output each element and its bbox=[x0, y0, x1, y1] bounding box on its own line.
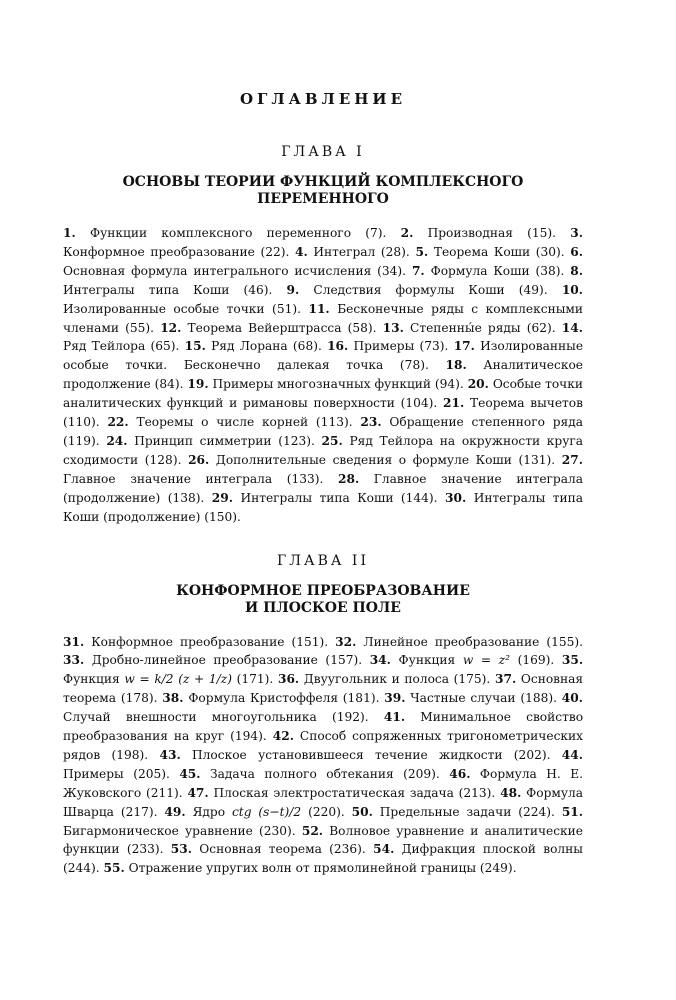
toc-entry bbox=[104, 861, 517, 875]
entry-number: 10. bbox=[561, 282, 584, 297]
toc-entry bbox=[63, 653, 362, 667]
entry-number: 11. bbox=[308, 301, 330, 316]
entry-number: 50. bbox=[351, 804, 373, 819]
entry-number: 42. bbox=[272, 729, 294, 744]
entry-text: Теорема Вейерштрасса (58). bbox=[187, 320, 377, 335]
entry-number: 16. bbox=[327, 339, 349, 354]
entry-text: Степенны́е ряды (62). bbox=[410, 320, 556, 335]
toc-entry bbox=[185, 339, 322, 353]
toc-entry bbox=[179, 767, 439, 781]
entry-number: 39. bbox=[384, 691, 406, 706]
entry-text: Предельные задачи (224). bbox=[379, 804, 555, 819]
toc-entry bbox=[187, 377, 463, 391]
entry-text: Принцип симметрии (123). bbox=[134, 433, 315, 448]
entry-text: Ядро bbox=[192, 804, 226, 819]
entry-text: Формула Н. Е. Жуковского (211). bbox=[63, 766, 583, 800]
entry-text: Теоремы о числе корней (113). bbox=[136, 415, 353, 430]
entry-text: Дифракция плоской волны (244). bbox=[63, 842, 583, 876]
entry-text: Обращение степенного ряда (119). bbox=[63, 415, 584, 448]
entry-number: 8. bbox=[570, 263, 584, 278]
entry-page-ref: (169). bbox=[517, 653, 555, 668]
toc-entry bbox=[287, 283, 548, 297]
entry-text: Волновое уравнение и аналитические функции (233). bbox=[63, 823, 584, 857]
entry-number: 45. bbox=[179, 766, 201, 781]
entry-formula: w = k/2 (z + 1/z) bbox=[124, 672, 232, 687]
entry-text: Двуугольник и полоса (175). bbox=[303, 672, 491, 687]
entry-text: Примеры (205). bbox=[63, 766, 170, 781]
entry-text: Конформное преобразование (151). bbox=[91, 634, 329, 649]
entry-number: 2. bbox=[400, 226, 414, 240]
entry-text: Интеграл (28). bbox=[313, 244, 410, 259]
entry-number: 44. bbox=[561, 747, 583, 762]
entry-number: 47. bbox=[187, 785, 209, 800]
entry-number: 13. bbox=[382, 320, 404, 335]
entry-text: Аналитическое продолжение (84). bbox=[63, 358, 584, 392]
entry-text: Интегралы типа Коши (46). bbox=[63, 282, 273, 297]
entry-number: 1. bbox=[63, 226, 76, 240]
toc-entry bbox=[63, 635, 328, 649]
toc-entry bbox=[412, 264, 564, 278]
entry-number: 46. bbox=[449, 766, 471, 781]
entry-text: Плоское установившееся течение жидкости (202). bbox=[192, 747, 551, 762]
entry-number: 38. bbox=[162, 691, 184, 706]
entry-text: Особые точки аналитических функций и римановы поверхности (104). bbox=[63, 377, 583, 411]
entry-number: 48. bbox=[500, 785, 522, 800]
entry-number: 35. bbox=[561, 653, 584, 668]
entry-page-ref: (171). bbox=[236, 672, 274, 687]
toc-entry bbox=[327, 339, 448, 353]
entry-text: Теорема Коши (30). bbox=[433, 244, 565, 259]
entry-text: Минимальное свойство преобразования на круг (194). bbox=[63, 710, 584, 744]
chapter-2-title-line2: И ПЛОСКОЕ ПОЛЕ bbox=[245, 599, 401, 616]
entry-text: Следствия формулы Коши (49). bbox=[313, 282, 548, 297]
entry-number: 18. bbox=[445, 358, 467, 373]
entry-number: 25. bbox=[321, 433, 343, 448]
entry-text: Главное значение интеграла (продолжение) (138). bbox=[63, 471, 583, 505]
entry-text: Основная теорема (178). bbox=[63, 672, 584, 706]
chapter-1-label: ГЛАВА I bbox=[281, 144, 365, 160]
entry-text: Дополнительные сведения о формуле Коши (131). bbox=[215, 452, 556, 467]
entry-number: 9. bbox=[286, 282, 300, 297]
entry-text: Основная формула интегрального исчисления (34). bbox=[63, 263, 407, 278]
entry-number: 6. bbox=[570, 244, 584, 259]
toc-entry bbox=[63, 226, 386, 240]
chapter-2-entries bbox=[63, 633, 583, 879]
entry-text: Ряд Тейлора на окружности круга сходимости (128). bbox=[63, 433, 584, 467]
entry-number: 53. bbox=[170, 842, 192, 857]
toc-entry bbox=[352, 805, 555, 819]
entry-text: Интегралы типа Коши (144). bbox=[240, 490, 438, 505]
entry-text: Ряд Тейлора (65). bbox=[63, 339, 180, 354]
table-of-contents-page bbox=[63, 0, 583, 878]
entry-formula: ctg (s−t)/2 bbox=[231, 804, 302, 819]
toc-entry bbox=[384, 691, 557, 705]
entry-text: Примеры (73). bbox=[353, 339, 449, 354]
chapter-1-title bbox=[63, 174, 583, 208]
entry-number: 32. bbox=[335, 634, 357, 649]
entry-number: 7. bbox=[411, 263, 425, 278]
entry-number: 36. bbox=[277, 672, 300, 687]
toc-entry bbox=[295, 245, 410, 259]
entry-text: Изолированные особые точки. Бесконечно далекая точка (78). bbox=[63, 339, 584, 373]
entry-text: Ряд Лорана (68). bbox=[211, 339, 322, 354]
entry-text: Примеры многозначных функций (94). bbox=[212, 377, 464, 392]
entry-number: 20. bbox=[467, 377, 489, 392]
entry-number: 31. bbox=[63, 634, 85, 649]
entry-number: 3. bbox=[570, 226, 584, 240]
entry-number: 52. bbox=[301, 823, 324, 838]
toc-entry bbox=[162, 691, 379, 705]
toc-entry bbox=[164, 805, 344, 819]
entry-text: Функции комплексного переменного (7). bbox=[89, 226, 387, 240]
toc-entry bbox=[160, 321, 376, 335]
toc-entry bbox=[160, 748, 551, 762]
toc-entry bbox=[278, 672, 490, 686]
toc-entry bbox=[335, 635, 583, 649]
toc-entry bbox=[212, 491, 438, 505]
toc-entry bbox=[171, 842, 366, 856]
entry-page-ref: (220). bbox=[308, 804, 345, 819]
entry-number: 26. bbox=[188, 452, 210, 467]
entry-number: 22. bbox=[107, 415, 129, 430]
entry-text: Интегралы типа Коши (продолжение) (150). bbox=[63, 490, 583, 524]
entry-text: Изолированные особые точки (51). bbox=[63, 301, 301, 316]
entry-number: 24. bbox=[106, 433, 128, 448]
entry-number: 15. bbox=[184, 339, 206, 354]
entry-text: Конформное преобразование (22). bbox=[63, 244, 290, 259]
entry-text: Функция bbox=[398, 653, 456, 668]
entry-text: Формула Шварца (217). bbox=[63, 785, 584, 819]
entry-text: Бесконечные ряды с комплексными членами (55). bbox=[63, 301, 584, 335]
toc-entry bbox=[107, 415, 352, 429]
entry-number: 19. bbox=[187, 377, 209, 392]
entry-number: 43. bbox=[159, 747, 181, 762]
entry-number: 28. bbox=[338, 471, 360, 486]
entry-text: Плоская электростатическая задача (213). bbox=[213, 785, 496, 800]
entry-number: 37. bbox=[494, 672, 517, 687]
entry-number: 12. bbox=[160, 320, 182, 335]
toc-entry bbox=[187, 786, 495, 800]
entry-number: 33. bbox=[63, 653, 85, 668]
entry-text: Частные случаи (188). bbox=[410, 691, 557, 706]
entry-text: Отражение упругих волн от прямолинейной границы (249). bbox=[128, 861, 517, 876]
entry-number: 30. bbox=[445, 490, 467, 505]
entry-formula: w = z² bbox=[462, 653, 510, 668]
entry-number: 34. bbox=[369, 653, 391, 668]
entry-number: 5. bbox=[415, 244, 429, 259]
chapter-2-title bbox=[63, 583, 583, 617]
entry-number: 40. bbox=[561, 691, 583, 706]
entry-text: Теорема вычетов (110). bbox=[63, 396, 583, 430]
entry-number: 49. bbox=[164, 804, 186, 819]
entry-number: 23. bbox=[360, 415, 382, 430]
entry-text: Формула Кристоффеля (181). bbox=[188, 691, 380, 706]
toc-entry bbox=[106, 434, 315, 448]
chapter-2-title-line1: КОНФОРМНОЕ ПРЕОБРАЗОВАНИЕ bbox=[176, 582, 470, 599]
entry-text: Основная теорема (236). bbox=[199, 842, 366, 857]
chapter-1-title-line2: ПЕРЕМЕННОГО bbox=[257, 191, 389, 207]
entry-text: Дробно-линейное преобразование (157). bbox=[91, 653, 363, 668]
toc-entry bbox=[401, 226, 556, 240]
entry-number: 4. bbox=[294, 244, 308, 259]
entry-text: Производная (15). bbox=[427, 226, 557, 240]
entry-text: Задача полного обтекания (209). bbox=[209, 766, 440, 781]
entry-number: 17. bbox=[453, 339, 475, 354]
entry-text: Способ сопряженных тригонометрических рядов (198). bbox=[63, 729, 584, 762]
chapter-1-title-line1: ОСНОВЫ ТЕОРИИ ФУНКЦИЙ КОМПЛЕКСНОГО bbox=[122, 174, 524, 190]
entry-text: Формула Коши (38). bbox=[430, 263, 565, 278]
chapter-2-label: ГЛАВА II bbox=[277, 552, 369, 569]
entry-text: Бигармоническое уравнение (230). bbox=[63, 823, 296, 838]
entry-number: 55. bbox=[103, 861, 125, 876]
entry-text: Главное значение интеграла (133). bbox=[63, 471, 324, 486]
entry-text: Случай внешности многоугольника (192). bbox=[63, 710, 369, 725]
entry-text: Линейное преобразование (155). bbox=[363, 634, 583, 649]
entry-number: 21. bbox=[443, 396, 465, 411]
toc-entry bbox=[415, 245, 564, 259]
entry-number: 54. bbox=[373, 842, 395, 857]
toc-entry bbox=[370, 653, 555, 667]
toc-title: ОГЛАВЛЕНИЕ bbox=[239, 90, 407, 108]
toc-entry bbox=[188, 453, 555, 467]
entry-number: 29. bbox=[211, 490, 234, 505]
entry-number: 27. bbox=[561, 452, 583, 467]
entry-number: 41. bbox=[383, 710, 406, 725]
chapter-1-entries bbox=[63, 224, 583, 527]
entry-text: Функция bbox=[63, 672, 120, 687]
toc-entry bbox=[383, 321, 556, 335]
entry-number: 14. bbox=[561, 320, 584, 335]
entry-number: 51. bbox=[561, 804, 584, 819]
